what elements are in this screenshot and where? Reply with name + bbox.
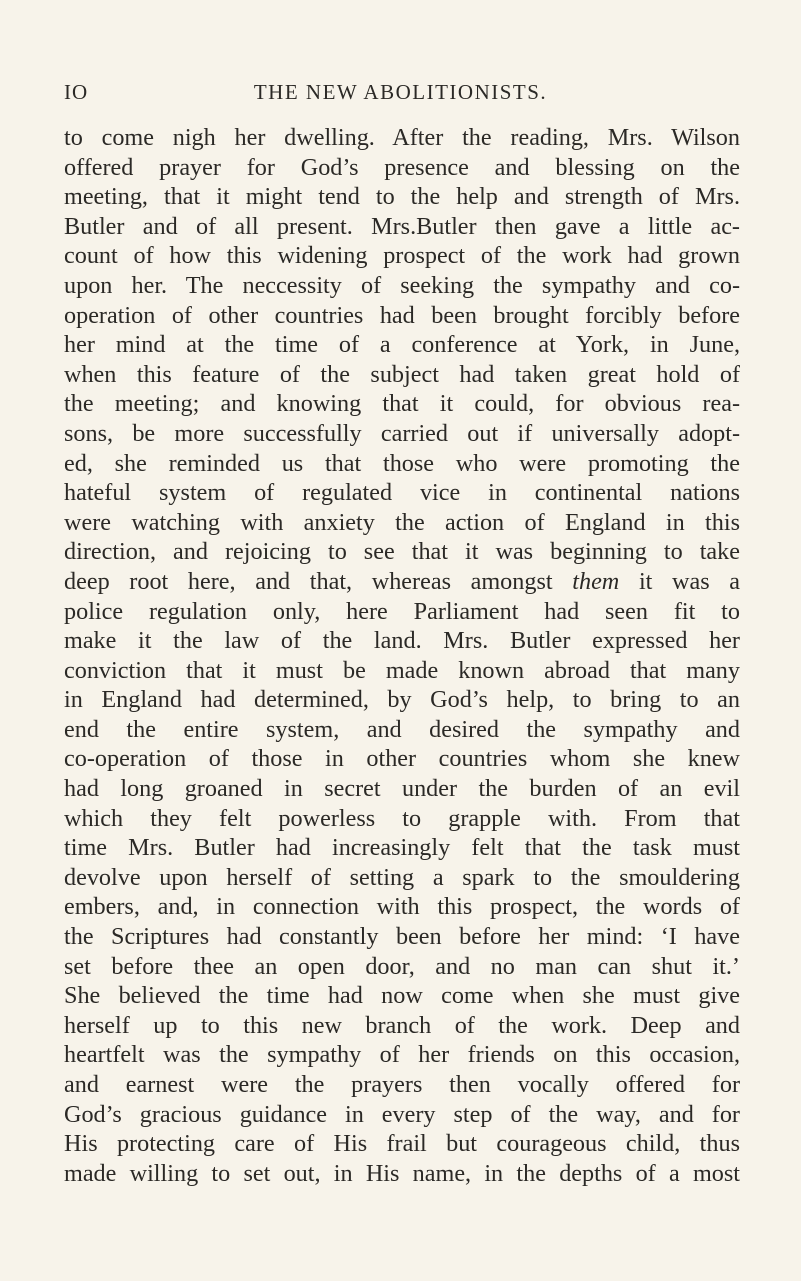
text-line: meeting, that it might tend to the help and strength of Mrs. (64, 183, 740, 211)
text-line-with-italic (64, 567, 740, 597)
italic-word: them (572, 567, 620, 595)
text-line: She believed the time had now come when she must give (64, 982, 740, 1010)
body-text (64, 123, 740, 1188)
text-line: ed, she reminded us that those who were promoting the (64, 449, 740, 477)
text-line: God’s gracious guidance in every step of the way, and for (64, 1100, 740, 1128)
text-line: operation of other countries had been brought forcibly before (64, 301, 740, 329)
text-line: direction, and rejoicing to see that it was beginning to take (64, 538, 740, 566)
text-line: make it the law of the land. Mrs. Butler expressed her (64, 627, 740, 655)
text-line: conviction that it must be made known abroad that many (64, 656, 740, 684)
running-title: THE NEW ABOLITIONISTS. (253, 80, 548, 104)
text-line: made willing to set out, in His name, in the depths of a most (64, 1159, 740, 1187)
text-line: end the entire system, and desired the sympathy and (64, 715, 740, 743)
text-line: had long groaned in secret under the burden of an evil (64, 775, 740, 803)
text-line: police regulation only, here Parliament had seen fit to (64, 597, 740, 625)
text-line: upon her. The neccessity of seeking the sympathy and co- (64, 271, 740, 299)
text-line: time Mrs. Butler had increasingly felt that the task must (64, 834, 740, 862)
text-line: the Scriptures had constantly been before her mind: ‘I have (64, 923, 740, 951)
text-line: her mind at the time of a conference at York, in June, (64, 331, 740, 359)
text-line: embers, and, in connection with this prospect, the words of (64, 893, 740, 921)
text-line: sons, be more successfully carried out if universally adopt- (64, 419, 740, 447)
text-segment: it was a (638, 567, 740, 595)
text-line: which they felt powerless to grapple with. From that (64, 804, 740, 832)
text-line: were watching with anxiety the action of England in this (64, 508, 740, 536)
text-line: set before thee an open door, and no man can shut it.’ (64, 952, 740, 980)
text-line: in England had determined, by God’s help, to bring to an (64, 686, 740, 714)
text-line: and earnest were the prayers then vocally offered for (64, 1071, 740, 1098)
text-line: devolve upon herself of setting a spark to the smouldering (64, 863, 740, 891)
text-line: heartfelt was the sympathy of her friends on this occasion, (64, 1041, 740, 1069)
text-line: count of how this widening prospect of the work had grown (64, 242, 740, 270)
text-line: when this feature of the subject had taken great hold of (64, 360, 740, 388)
text-line: Butler and of all present. Mrs.Butler then gave a little ac- (64, 212, 740, 240)
text-line: offered prayer for God’s presence and blessing on the (64, 153, 740, 181)
text-line: co-operation of those in other countries whom she knew (64, 745, 740, 773)
page-number: IO (64, 80, 89, 104)
text-line: to come nigh her dwelling. After the reading, Mrs. Wilson (64, 124, 740, 151)
text-line: herself up to this new branch of the work. Deep and (64, 1011, 740, 1039)
text-line: the meeting; and knowing that it could, for obvious rea- (64, 390, 740, 418)
text-segment: deep root here, and that, whereas amongst (64, 567, 553, 595)
running-head (64, 80, 737, 112)
text-line: His protecting care of His frail but courageous child, thus (64, 1130, 740, 1158)
text-line: hateful system of regulated vice in continental nations (64, 479, 740, 507)
